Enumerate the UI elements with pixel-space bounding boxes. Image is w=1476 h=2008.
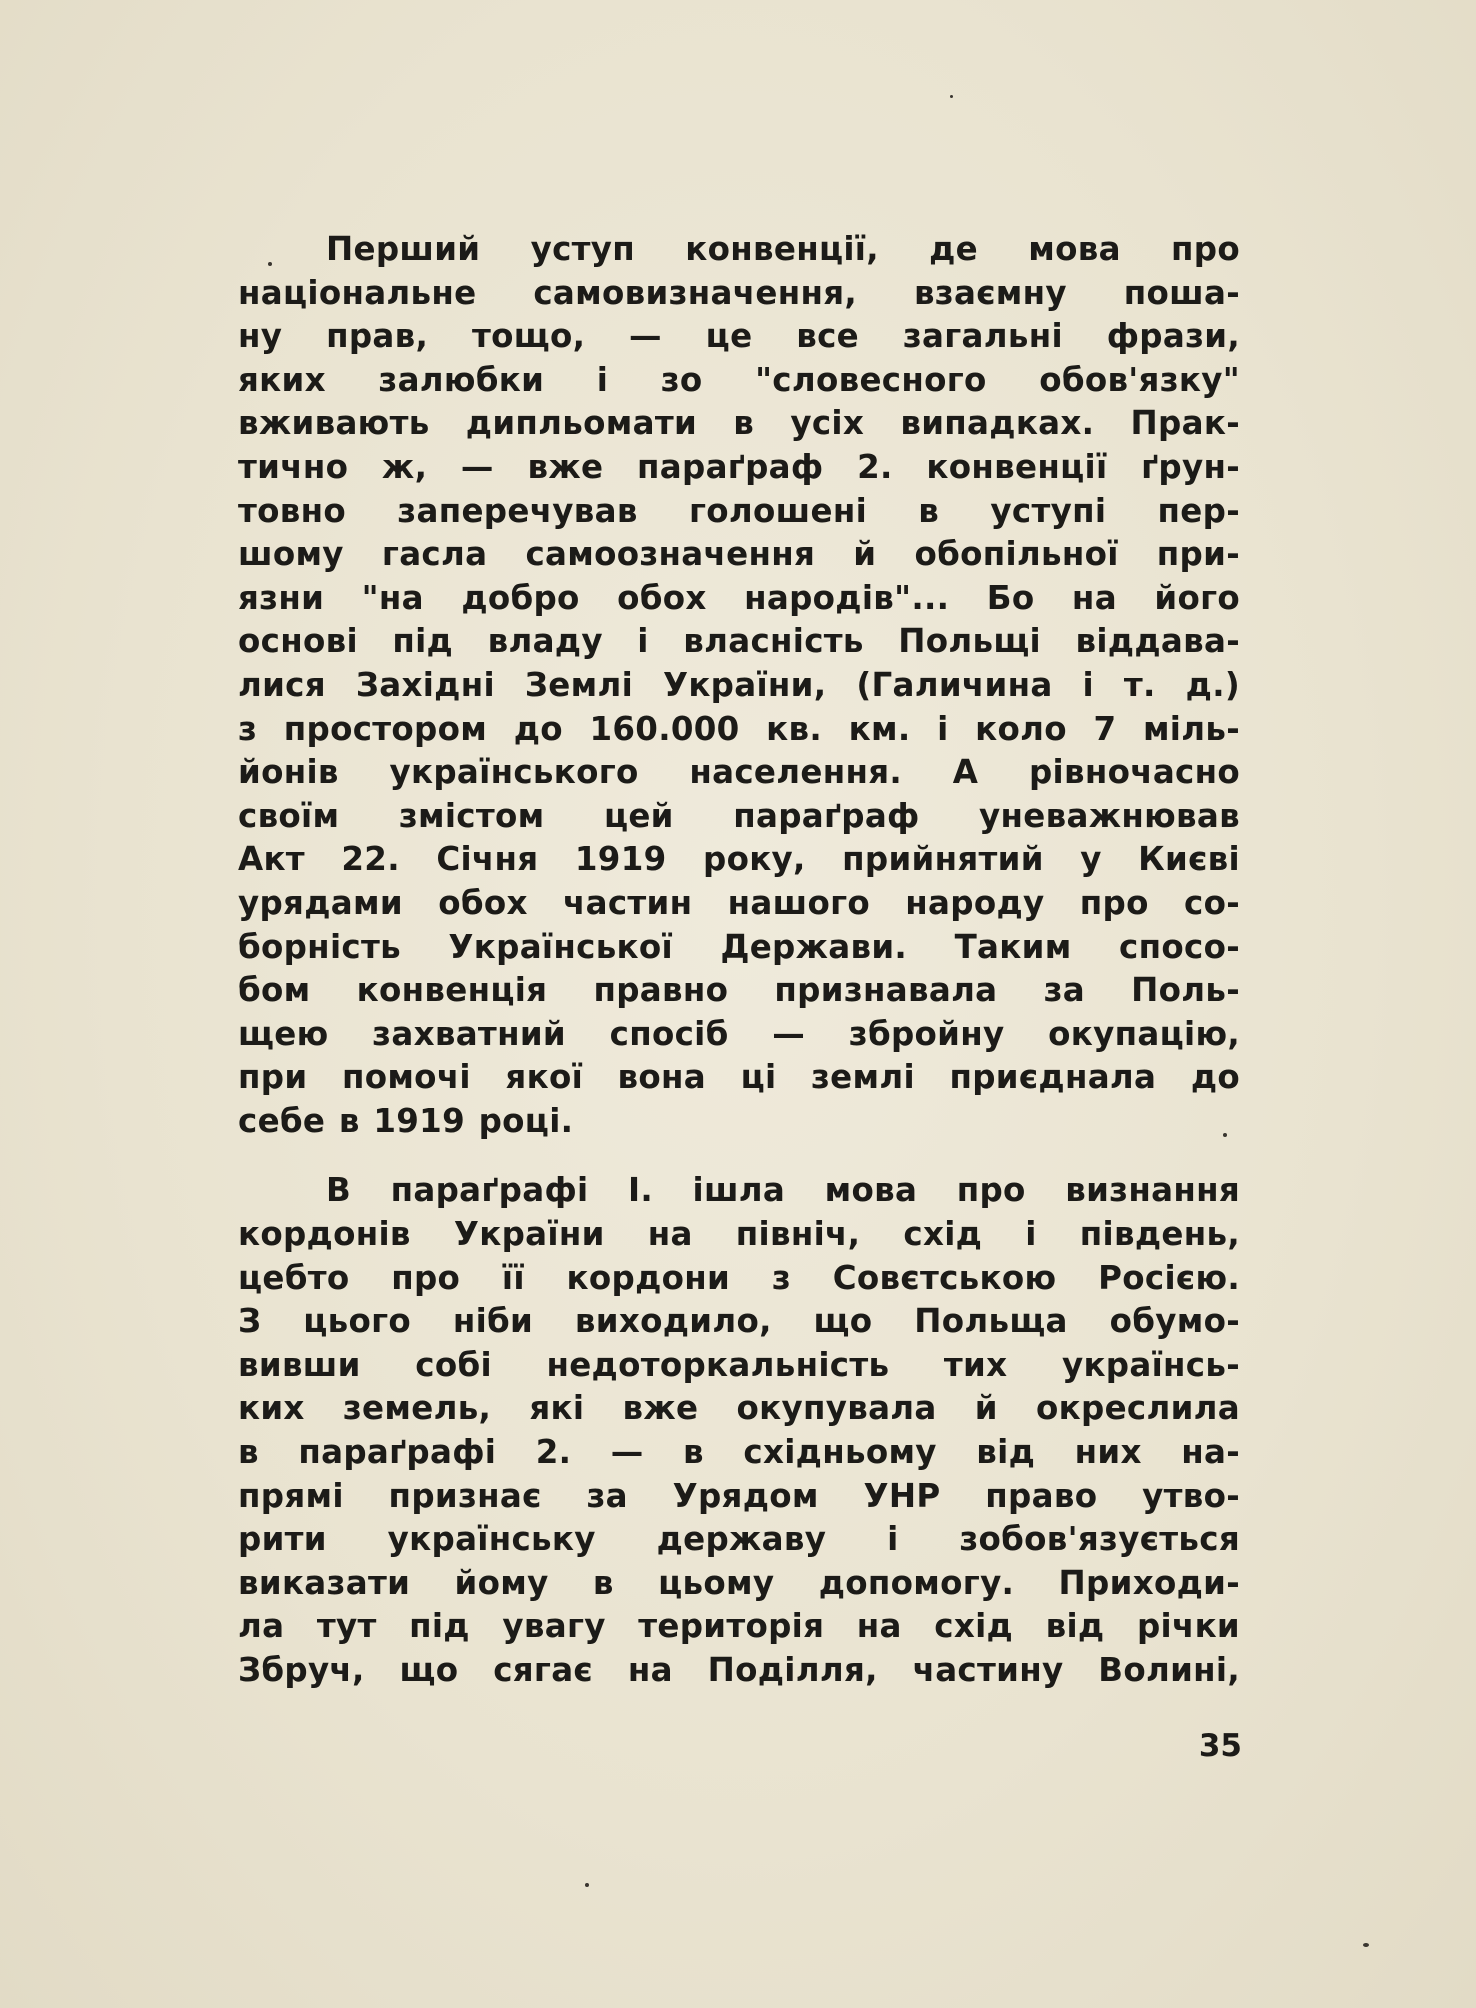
paper-speck <box>1363 1943 1369 1947</box>
text-line: вживають дипльомати в усіх випадках. Прак- <box>238 404 1240 443</box>
text-line: себе в 1919 році. <box>238 1101 574 1140</box>
text-line: товно заперечував голошені в уступі пер- <box>238 491 1240 530</box>
text-line: ла тут під увагу територія на схід від річки <box>238 1607 1240 1646</box>
text-line: національне самовизначення, взаємну поша- <box>238 273 1240 312</box>
text-line: рити українську державу і зобов'язується <box>238 1520 1240 1559</box>
text-line: язни "на добро обох народів"... Бо на його <box>238 578 1240 617</box>
text-line: борність Української Держави. Таким спосо- <box>238 927 1240 966</box>
paragraph-2 <box>238 1169 1240 1692</box>
body-text <box>238 228 1240 1693</box>
text-line: своїм змістом цей параґраф уневажнював <box>238 796 1240 835</box>
text-line: Акт 22. Січня 1919 року, прийнятий у Києві <box>238 840 1240 879</box>
text-line: з простором до 160.000 кв. км. і коло 7 міль- <box>238 709 1240 748</box>
text-line: яких залюбки і зо "словесного обов'язку" <box>238 360 1240 399</box>
paper-speck <box>1223 1133 1227 1137</box>
text-line: З цього ніби виходило, що Польща обумо- <box>238 1302 1240 1341</box>
text-line: кордонів України на північ, схід і південь, <box>238 1215 1240 1254</box>
paragraph-gap <box>238 1143 1240 1169</box>
paper-speck <box>585 1883 589 1887</box>
text-line: в параґрафі 2. — в східньому від них на- <box>238 1433 1240 1472</box>
text-line: шому гасла самоозначення й обопільної при- <box>238 535 1240 574</box>
text-line: Збруч, що сягає на Поділля, частину Волині, <box>238 1651 1240 1689</box>
text-line: бом конвенція правно признавала за Поль- <box>238 971 1240 1010</box>
paper-speck <box>268 262 272 266</box>
page-number: 35 <box>1198 1728 1242 1764</box>
text-line: вивши собі недоторкальність тих українсь- <box>238 1345 1240 1384</box>
text-line: ких земель, які вже окупувала й окреслила <box>238 1389 1240 1428</box>
text-line: В параґрафі І. ішла мова про визнання <box>326 1171 1240 1210</box>
text-line: лися Західні Землі України, (Галичина і т. д.) <box>238 665 1240 704</box>
text-line: Перший уступ конвенції, де мова про <box>326 230 1240 268</box>
text-line: цебто про її кордони з Совєтською Росією. <box>238 1258 1240 1297</box>
paper-speck <box>950 95 953 98</box>
text-line: при помочі якої вона ці землі приєднала до <box>238 1058 1240 1097</box>
text-line: ну прав, тощо, — це все загальні фрази, <box>238 317 1240 356</box>
text-line: тично ж, — вже параґраф 2. конвенції ґрун- <box>238 447 1240 486</box>
text-line: основі під владу і власність Польщі віддава- <box>238 622 1240 661</box>
text-line: виказати йому в цьому допомогу. Приходи- <box>238 1563 1240 1602</box>
paragraph-1 <box>238 228 1240 1143</box>
text-line: прямі признає за Урядом УНР право утво- <box>238 1476 1240 1515</box>
text-line: щею захватний спосіб — збройну окупацію, <box>238 1014 1240 1053</box>
text-line: йонів українського населення. А рівночасно <box>238 753 1240 792</box>
text-line: урядами обох частин нашого народу про со- <box>238 883 1240 922</box>
